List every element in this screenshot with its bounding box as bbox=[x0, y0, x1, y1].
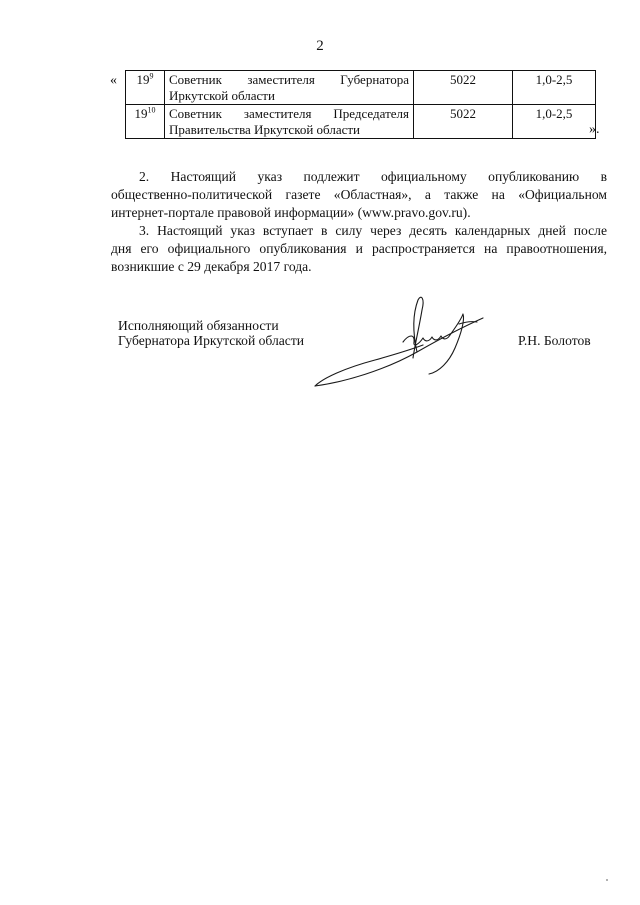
position-title-line1: Советник заместителя Председателя bbox=[169, 106, 409, 121]
position-code: 5022 bbox=[414, 71, 513, 105]
row-number-cell bbox=[126, 71, 165, 105]
position-title-line2: Правительства Иркутской области bbox=[169, 122, 361, 137]
scan-dot bbox=[606, 879, 608, 881]
row-number: 19 bbox=[134, 106, 148, 121]
position-title-cell bbox=[165, 71, 414, 105]
table-row bbox=[126, 71, 596, 105]
paragraph-publication-rest: общественно-политической газете «Областная», а также на «Официальном интернет-портале правовой информации» (www.pravo.gov.ru). bbox=[111, 187, 607, 220]
position-title-line1: Советник заместителя Губернатора bbox=[169, 72, 409, 87]
position-title-cell bbox=[165, 105, 414, 139]
signatory-name: Р.Н. Болотов bbox=[518, 333, 591, 348]
closing-quote: ». bbox=[589, 122, 600, 137]
position-code: 5022 bbox=[414, 105, 513, 139]
signatory-position-line1: Исполняющий обязанности bbox=[118, 318, 279, 333]
paragraph-effective-date-first-line: 3. Настоящий указ вступает в силу через десять календарных дней после bbox=[139, 223, 607, 238]
signatory-position-line2: Губернатора Иркутской области bbox=[118, 333, 305, 348]
row-number: 19 bbox=[136, 72, 150, 87]
paragraph-publication bbox=[111, 168, 607, 222]
paragraph-effective-date-rest: дня его официального опубликования и распространяется на правоотношения, возникшие с 29 декабря 2017 года. bbox=[111, 241, 607, 274]
table-row bbox=[126, 105, 596, 139]
paragraph-publication-first-line: 2. Настоящий указ подлежит официальному опубликованию в bbox=[139, 169, 607, 184]
paragraph-effective-date bbox=[111, 222, 607, 276]
salary-range: 1,0-2,5 bbox=[513, 71, 596, 105]
row-number-cell bbox=[126, 105, 165, 139]
signatory-position bbox=[118, 318, 304, 348]
row-number-superscript: 10 bbox=[147, 105, 156, 115]
row-number-superscript: 9 bbox=[149, 71, 154, 81]
handwritten-signature bbox=[305, 290, 495, 395]
positions-table bbox=[125, 70, 596, 139]
salary-range: 1,0-2,5 bbox=[513, 105, 596, 139]
page-number: 2 bbox=[316, 38, 324, 54]
opening-quote: « bbox=[110, 73, 117, 88]
position-title-line2: Иркутской области bbox=[169, 88, 275, 103]
